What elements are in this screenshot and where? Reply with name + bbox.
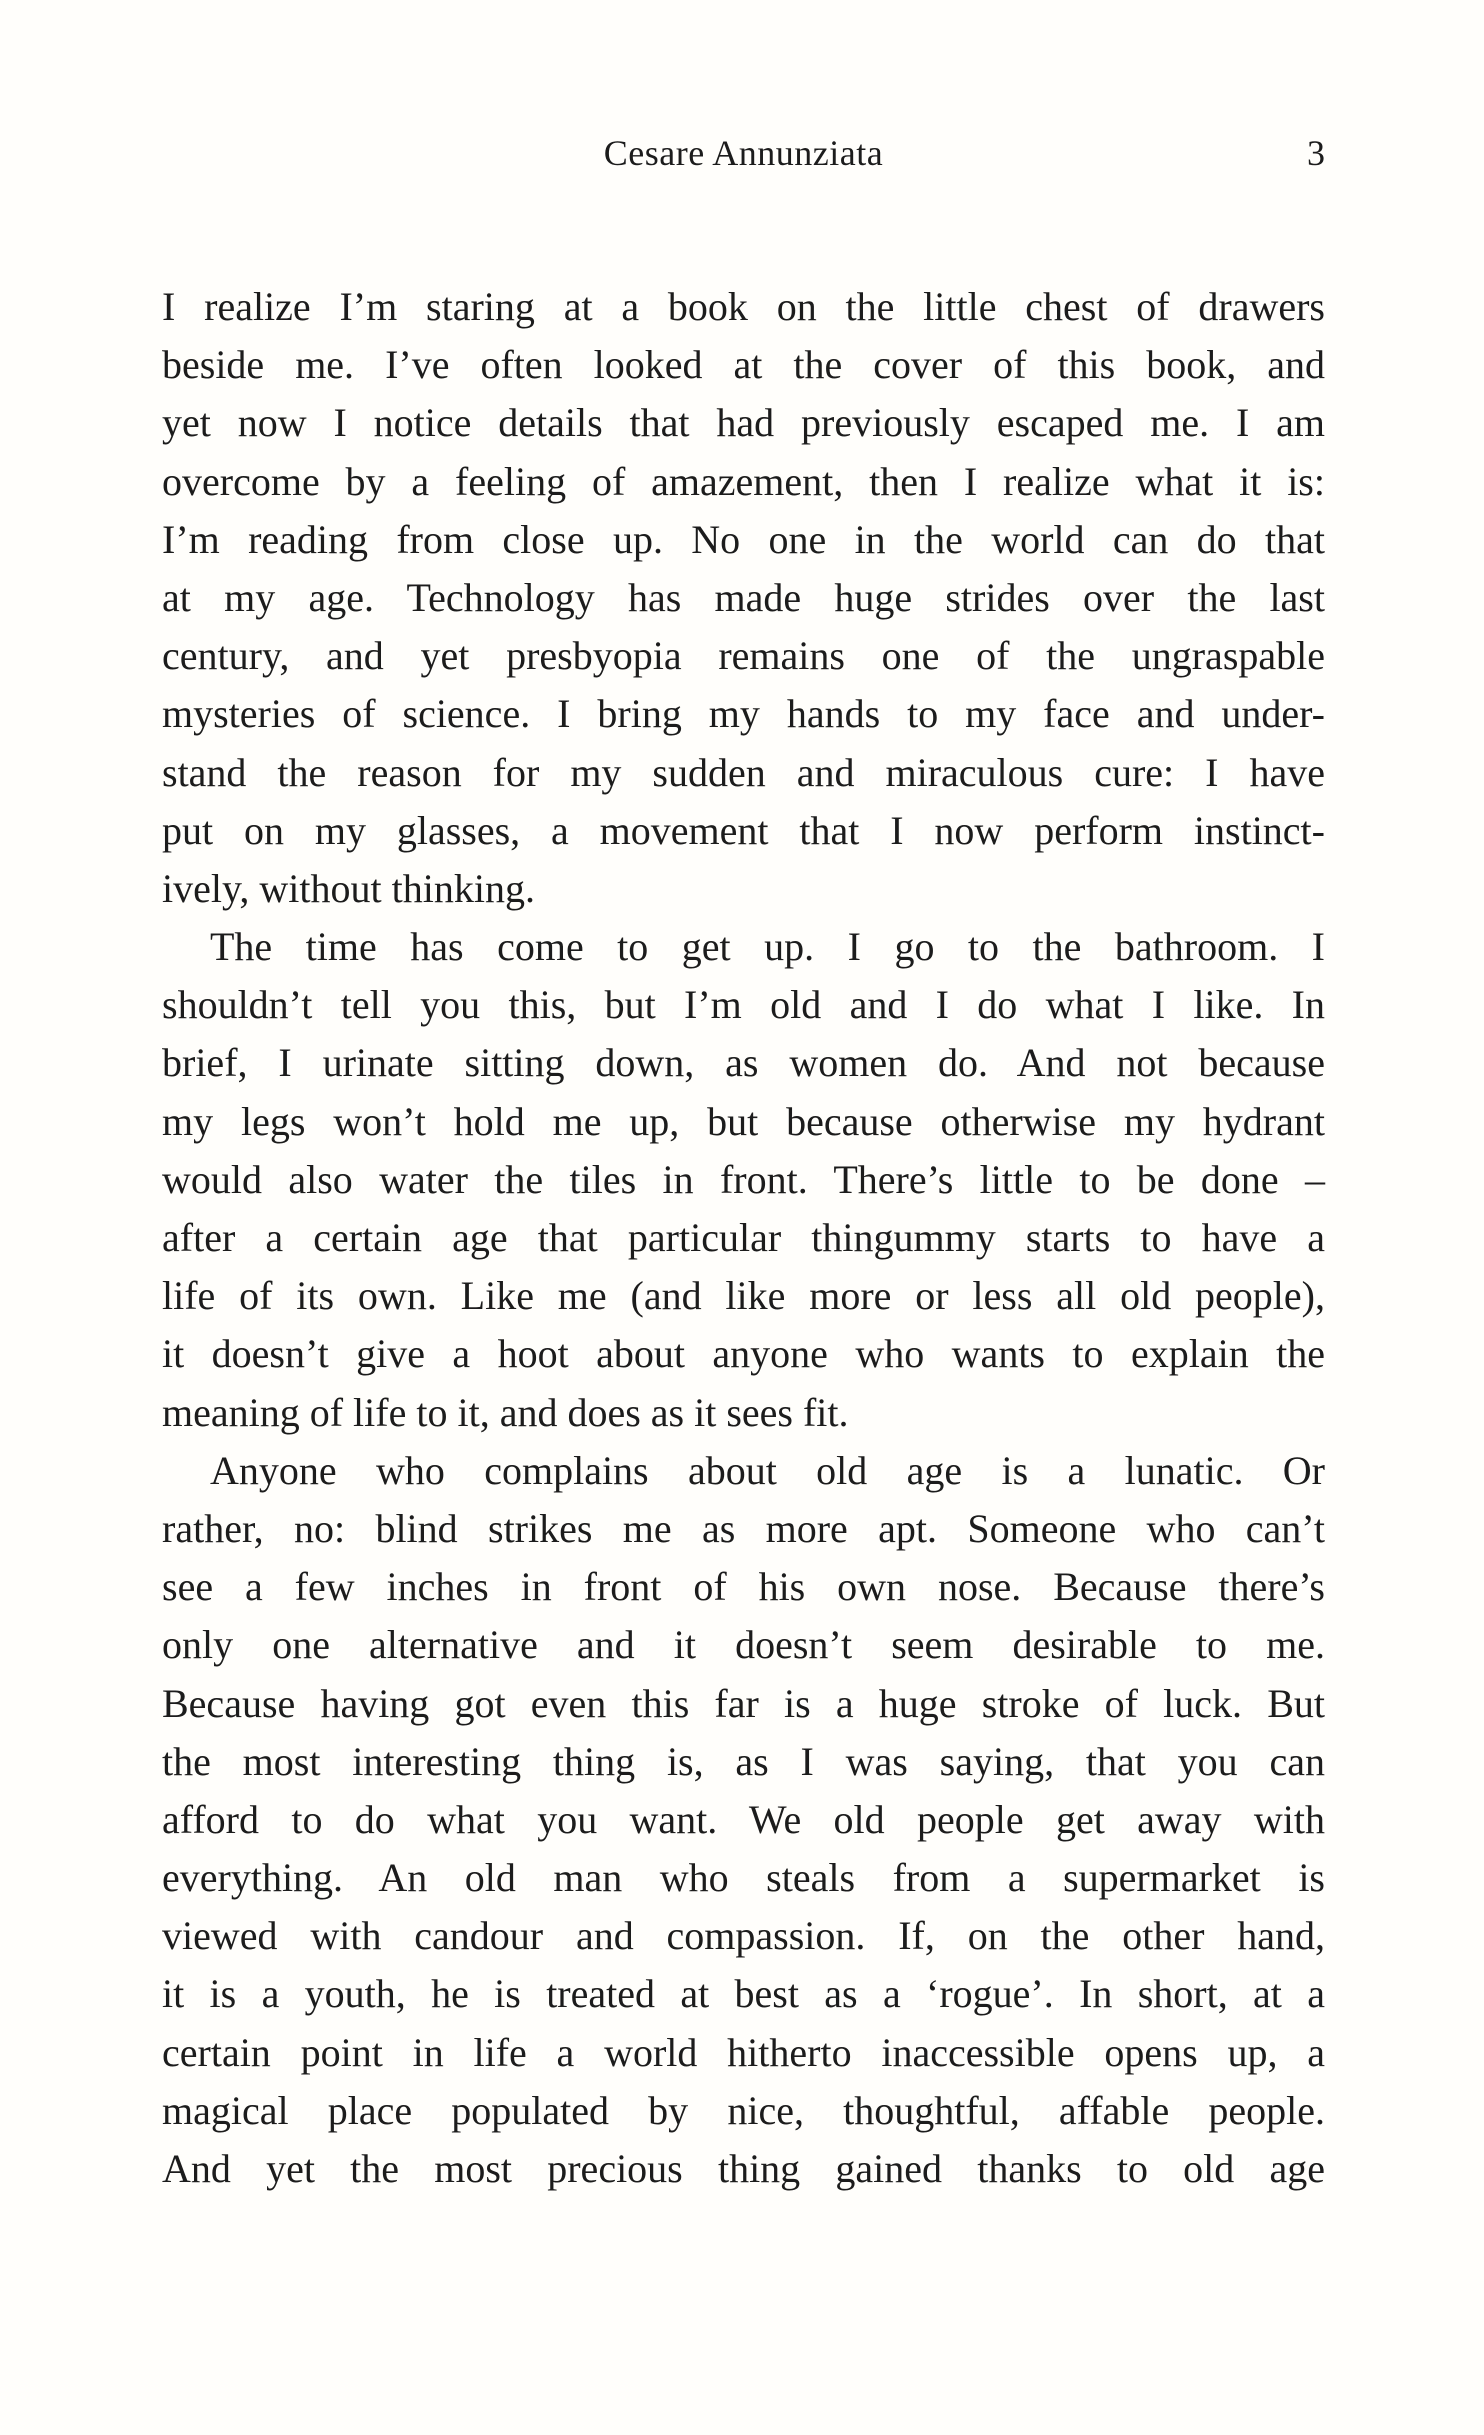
- text-line: And yet the most precious thing gained thanks to old age: [162, 2146, 1325, 2191]
- text-line: my legs won’t hold me up, but because otherwise my hydrant: [162, 1098, 1325, 1144]
- text-line: certain point in life a world hitherto inaccessible opens up, a: [162, 2029, 1325, 2075]
- text-line: see a few inches in front of his own nose. Because there’s: [162, 1564, 1325, 1610]
- text-line: The time has come to get up. I go to the bathroom. I: [210, 924, 1325, 970]
- text-line: would also water the tiles in front. There’s little to be done –: [162, 1156, 1325, 1202]
- text-line: only one alternative and it doesn’t seem desirable to me.: [162, 1622, 1325, 1668]
- text-line: Because having got even this far is a huge stroke of luck. But: [162, 1680, 1325, 1726]
- text-line: magical place populated by nice, thoughtful, affable people.: [162, 2087, 1325, 2133]
- paragraph: [162, 918, 1325, 1442]
- text-line: everything. An old man who steals from a supermarket is: [162, 1855, 1325, 1901]
- text-line: brief, I urinate sitting down, as women do. And not because: [162, 1040, 1325, 1086]
- page-number: 3: [1307, 133, 1325, 173]
- text-line: century, and yet presbyopia remains one of the ungraspable: [162, 633, 1325, 679]
- text-line: life of its own. Like me (and like more or less all old people),: [162, 1273, 1325, 1319]
- text-line: yet now I notice details that had previously escaped me. I am: [162, 400, 1325, 446]
- running-head: [162, 128, 1325, 178]
- text-line: put on my glasses, a movement that I now perform instinct-: [162, 807, 1325, 853]
- running-head-author: Cesare Annunziata: [603, 133, 884, 173]
- text-line: shouldn’t tell you this, but I’m old and I do what I like. In: [162, 982, 1325, 1028]
- text-line: I realize I’m staring at a book on the little chest of drawers: [162, 284, 1325, 329]
- text-line: I’m reading from close up. No one in the world can do that: [162, 516, 1325, 562]
- text-line: Anyone who complains about old age is a lunatic. Or: [210, 1447, 1325, 1493]
- text-line: after a certain age that particular thingummy starts to have a: [162, 1215, 1325, 1260]
- text-line: mysteries of science. I bring my hands to my face and under-: [162, 691, 1325, 737]
- text-line: ively, without thinking.: [162, 865, 535, 911]
- body-text: [162, 278, 1325, 2198]
- text-line: meaning of life to it, and does as it sees fit.: [162, 1389, 849, 1435]
- paragraph: [162, 1442, 1325, 2198]
- text-line: it doesn’t give a hoot about anyone who wants to explain the: [162, 1331, 1325, 1377]
- text-line: it is a youth, he is treated at best as a ‘rogue’. In short, at a: [162, 1971, 1325, 2017]
- text-line: the most interesting thing is, as I was saying, that you can: [162, 1738, 1325, 1784]
- text-line: at my age. Technology has made huge strides over the last: [162, 574, 1325, 620]
- text-line: rather, no: blind strikes me as more apt. Someone who can’t: [162, 1505, 1325, 1551]
- text-line: beside me. I’ve often looked at the cover of this book, and: [162, 342, 1325, 388]
- text-line: overcome by a feeling of amazement, then I realize what it is:: [162, 458, 1325, 504]
- text-line: viewed with candour and compassion. If, on the other hand,: [162, 1913, 1325, 1959]
- paragraph: [162, 278, 1325, 918]
- text-line: afford to do what you want. We old people get away with: [162, 1796, 1325, 1842]
- text-line: stand the reason for my sudden and miraculous cure: I have: [162, 749, 1325, 795]
